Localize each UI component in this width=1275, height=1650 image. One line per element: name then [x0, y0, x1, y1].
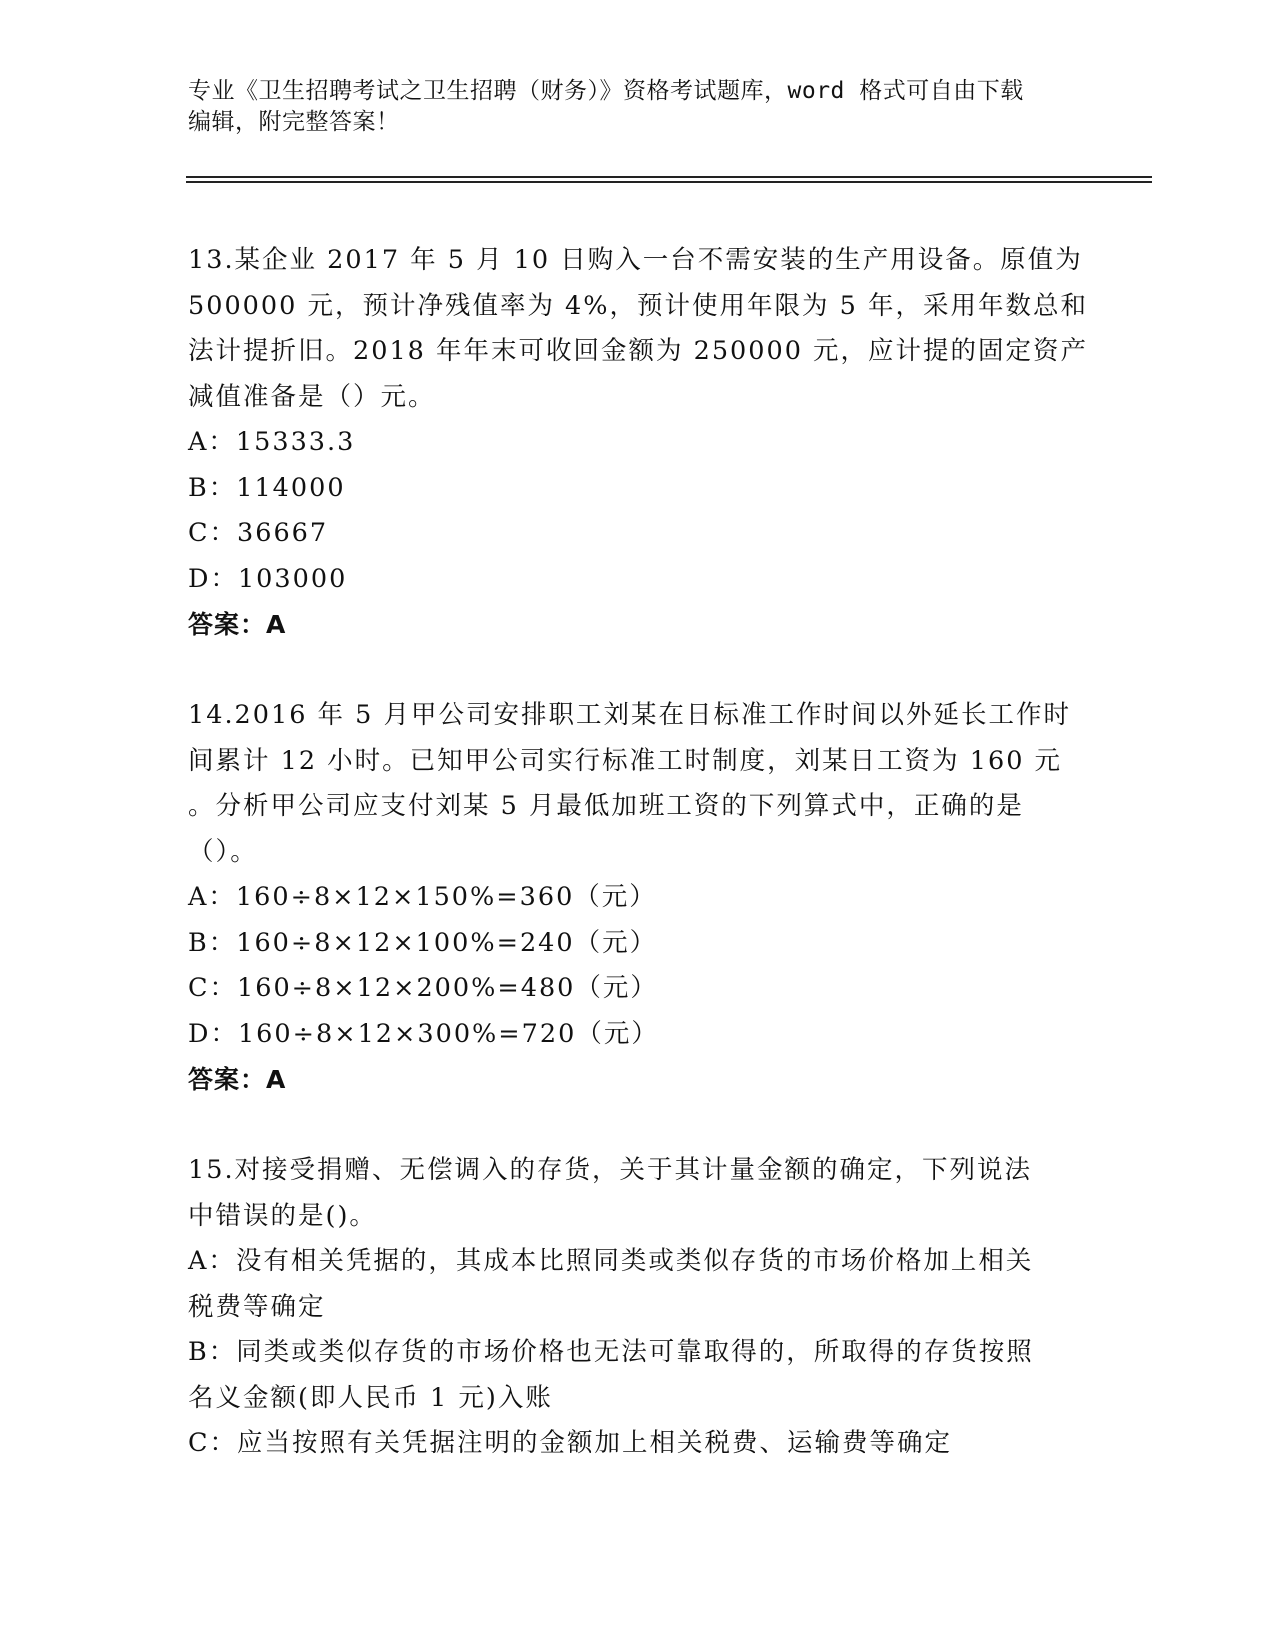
- document-header: [188, 76, 1088, 138]
- question-stem-line: 14.2016 年 5 月甲公司安排职工刘某在日标准工作时间以外延长工作时: [188, 700, 1071, 730]
- question-stem-line: 15.对接受捐赠、无偿调入的存货，关于其计量金额的确定，下列说法: [188, 1155, 1033, 1185]
- question-stem: [188, 1148, 1088, 1239]
- answer-option-line: A：没有相关凭据的，其成本比照同类或类似存货的市场价格加上相关: [188, 1246, 1034, 1276]
- answer-option: [188, 1012, 1088, 1058]
- answer-option-line: 税费等确定: [188, 1291, 326, 1322]
- header-divider: [186, 176, 1152, 178]
- question-stem-line: 13.某企业 2017 年 5 月 10 日购入一台不需安装的生产用设备。原值为: [188, 245, 1083, 275]
- answer-option: [188, 1239, 1088, 1330]
- question-stem-line: 500000 元，预计净残值率为 4%，预计使用年限为 5 年，采用年数总和: [188, 290, 1088, 321]
- answer-key: 答案：A: [188, 1065, 287, 1094]
- question-stem-line: 。分析甲公司应支付刘某 5 月最低加班工资的下列算式中，正确的是: [188, 791, 1024, 821]
- header-line: 专业《卫生招聘考试之卫生招聘（财务）》资格考试题库，word 格式可自由下载: [188, 78, 1024, 104]
- answer-option: [188, 511, 1088, 557]
- answer-option-line: B：160÷8×12×100%=240（元）: [188, 927, 658, 958]
- answer-option: [188, 1421, 1088, 1467]
- answer-option: [188, 557, 1088, 603]
- answer-option: [188, 466, 1088, 512]
- answer-option: [188, 966, 1088, 1012]
- answer-option-line: C：160÷8×12×200%=480（元）: [188, 973, 658, 1003]
- question-spacer: [188, 648, 1088, 694]
- question-block: [188, 1148, 1088, 1467]
- question-stem-line: 法计提折旧。2018 年年末可收回金额为 250000 元，应计提的固定资产: [188, 336, 1089, 366]
- question-stem: [188, 693, 1088, 875]
- header-line: 编辑，附完整答案！: [188, 109, 400, 135]
- question-stem-line: 间累计 12 小时。已知甲公司实行标准工时制度，刘某日工资为 160 元: [188, 745, 1063, 776]
- answer-key: 答案：A: [188, 610, 287, 639]
- question-block: [188, 693, 1088, 1148]
- answer-option: [188, 420, 1088, 466]
- answer-option-line: A：160÷8×12×150%=360（元）: [188, 882, 657, 912]
- answer-option-line: D：160÷8×12×300%=720（元）: [188, 1018, 659, 1049]
- answer-option-line: C：36667: [188, 518, 329, 548]
- answer-option: [188, 875, 1088, 921]
- answer-option-line: 名义金额(即人民币 1 元)入账: [188, 1382, 553, 1413]
- question-block: [188, 238, 1088, 693]
- answer-option: [188, 1330, 1088, 1421]
- answer-option-line: C：应当按照有关凭据注明的金额加上相关税费、运输费等确定: [188, 1428, 953, 1458]
- header-divider: [186, 181, 1152, 183]
- question-stem-line: （）。: [188, 836, 258, 867]
- question-stem: [188, 238, 1088, 420]
- question-spacer: [188, 1103, 1088, 1149]
- answer-option-line: B：同类或类似存货的市场价格也无法可靠取得的，所取得的存货按照: [188, 1337, 1034, 1367]
- question-stem-line: 减值准备是（）元。: [188, 381, 436, 412]
- answer-option-line: B：114000: [188, 472, 346, 503]
- answer-option-line: A：15333.3: [188, 427, 356, 457]
- questions-list: [188, 238, 1088, 1467]
- answer-option-line: D：103000: [188, 563, 348, 594]
- answer-option: [188, 921, 1088, 967]
- question-stem-line: 中错误的是()。: [188, 1200, 377, 1231]
